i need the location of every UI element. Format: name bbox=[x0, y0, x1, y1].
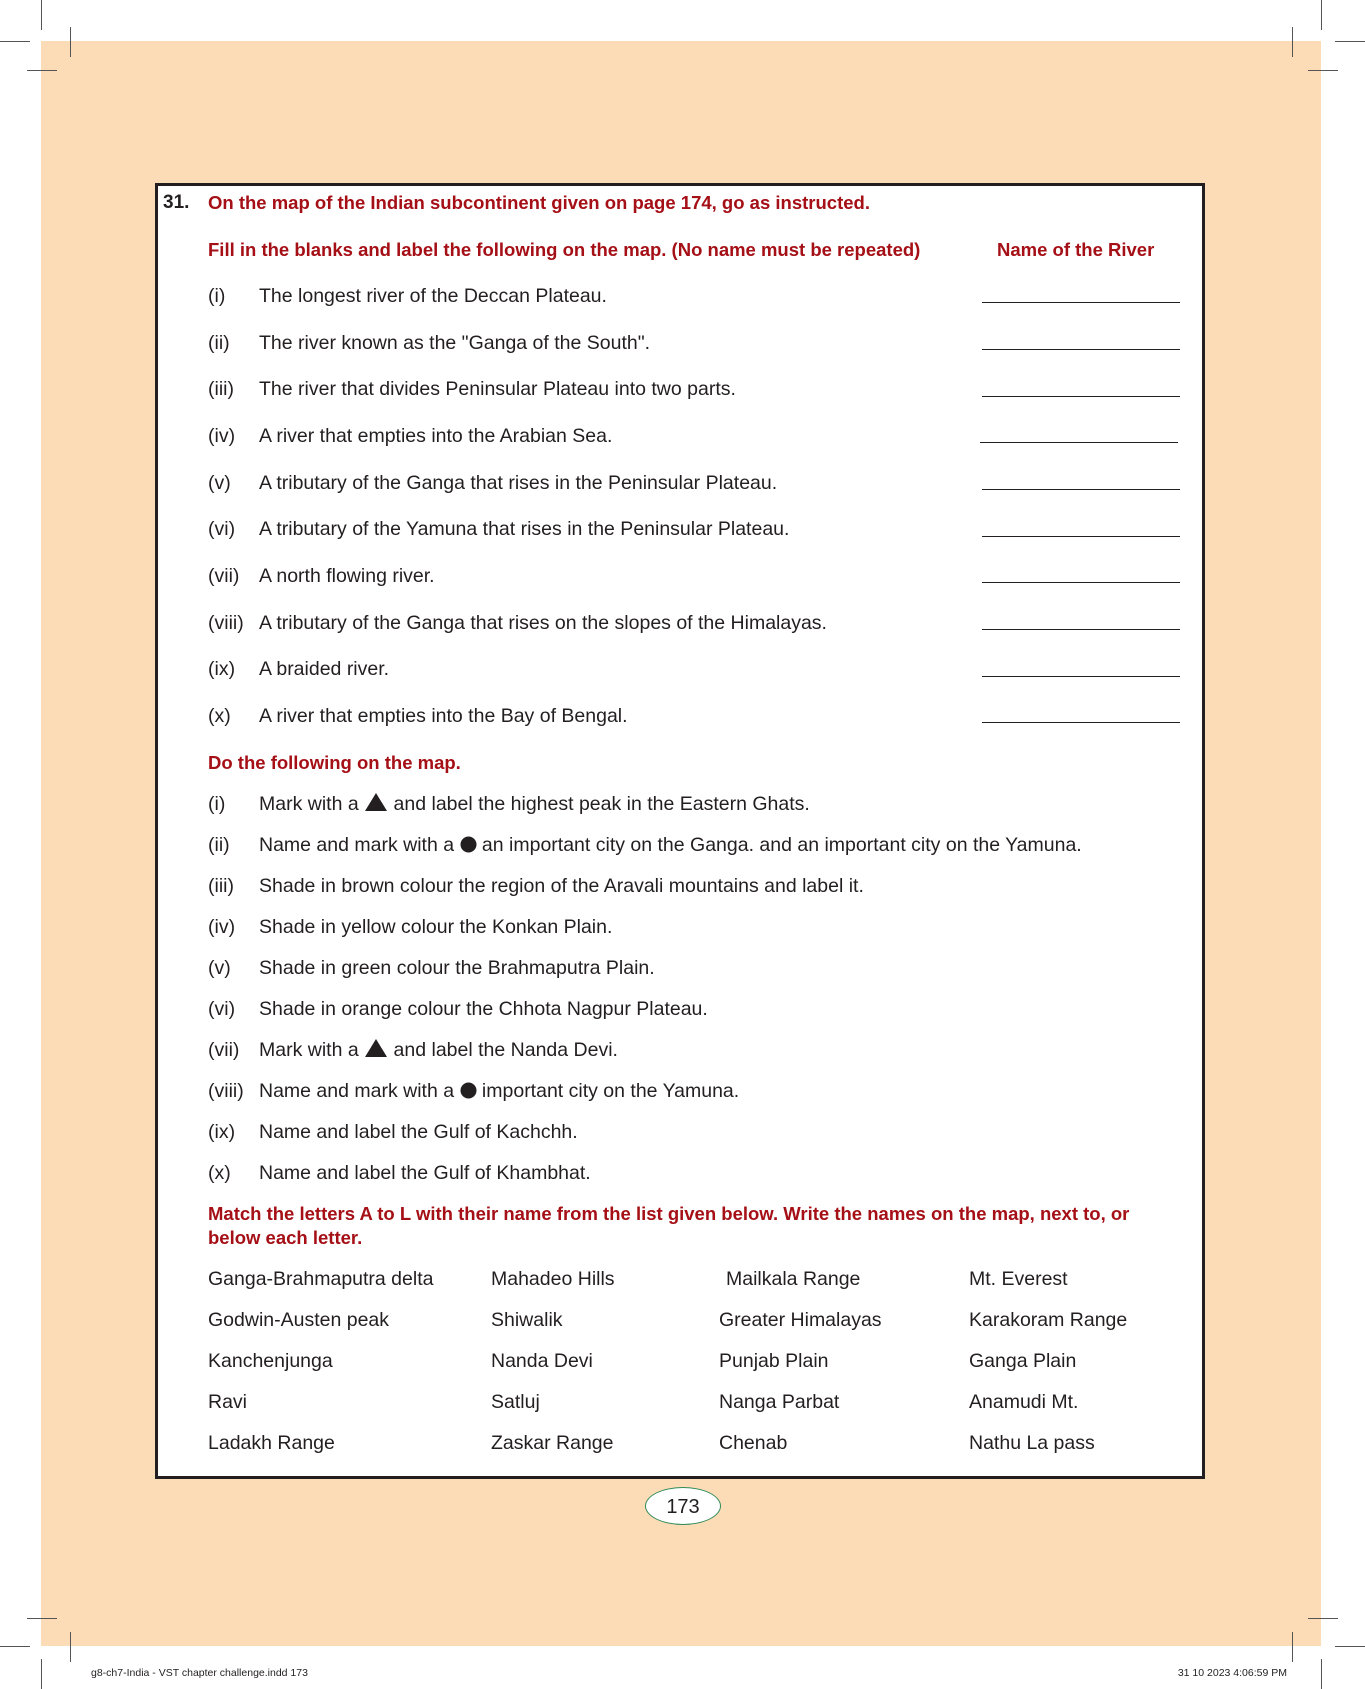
item-text: Shade in yellow colour the Konkan Plain. bbox=[259, 916, 613, 938]
item-text-pre: Mark with a bbox=[259, 1039, 359, 1061]
item-text-post: and label the Nanda Devi. bbox=[393, 1039, 618, 1061]
section-a-heading: Fill in the blanks and label the following on the map. (No name must be repeated) bbox=[208, 239, 921, 260]
item-text: The river that divides Peninsular Plateau into two parts. bbox=[259, 378, 736, 400]
item-number: (x) bbox=[208, 705, 231, 727]
answer-blank[interactable] bbox=[982, 302, 1180, 303]
river-column-header: Name of the River bbox=[997, 239, 1155, 260]
answer-blank[interactable] bbox=[982, 536, 1180, 537]
item-text: The longest river of the Deccan Plateau. bbox=[259, 285, 607, 307]
crop-mark bbox=[1335, 1646, 1365, 1647]
crop-mark bbox=[1292, 27, 1293, 57]
match-item: Anamudi Mt. bbox=[969, 1391, 1079, 1413]
item-text: Shade in green colour the Brahmaputra Plain. bbox=[259, 957, 655, 979]
footer-timestamp: 31 10 2023 4:06:59 PM bbox=[1177, 1667, 1287, 1679]
item-text: A river that empties into the Arabian Sea. bbox=[259, 425, 613, 447]
answer-blank[interactable] bbox=[982, 582, 1180, 583]
item-number: (i) bbox=[208, 285, 226, 307]
item-text-pre: Name and mark with a bbox=[259, 834, 455, 856]
item-number: (ix) bbox=[208, 1121, 236, 1143]
match-item: Ganga Plain bbox=[969, 1350, 1077, 1372]
dot-icon bbox=[460, 1082, 477, 1099]
answer-blank[interactable] bbox=[982, 629, 1180, 630]
crop-mark bbox=[1292, 1632, 1293, 1662]
match-item: Mt. Everest bbox=[969, 1268, 1068, 1290]
match-item: Mailkala Range bbox=[726, 1268, 861, 1290]
dot-icon bbox=[460, 836, 477, 853]
item-text-post: an important city on the Ganga. and an important city on the Yamuna. bbox=[481, 834, 1082, 856]
triangle-icon bbox=[364, 792, 388, 812]
match-item: Zaskar Range bbox=[491, 1432, 614, 1454]
match-item: Chenab bbox=[719, 1432, 788, 1454]
item-text bbox=[259, 1079, 739, 1103]
match-item: Shiwalik bbox=[491, 1309, 563, 1331]
match-item: Greater Himalayas bbox=[719, 1309, 882, 1331]
match-item: Ladakh Range bbox=[208, 1432, 335, 1454]
triangle-icon bbox=[364, 1038, 388, 1058]
answer-blank[interactable] bbox=[982, 349, 1180, 350]
answer-blank[interactable] bbox=[982, 396, 1180, 397]
match-item: Mahadeo Hills bbox=[491, 1268, 615, 1290]
question-number: 31. bbox=[163, 192, 190, 213]
item-text: A tributary of the Ganga that rises in the Peninsular Plateau. bbox=[259, 472, 778, 494]
crop-mark bbox=[41, 1659, 42, 1689]
match-item: Punjab Plain bbox=[719, 1350, 829, 1372]
item-number: (viii) bbox=[208, 612, 244, 634]
section-b-heading: Do the following on the map. bbox=[208, 752, 461, 773]
crop-mark bbox=[1335, 41, 1365, 42]
item-text-pre: Mark with a bbox=[259, 793, 359, 815]
section-c-heading-continued: below each letter. bbox=[208, 1227, 363, 1248]
item-number: (x) bbox=[208, 1162, 231, 1184]
item-number: (vi) bbox=[208, 998, 236, 1020]
item-text bbox=[259, 792, 810, 816]
item-number: (iv) bbox=[208, 425, 236, 447]
item-number: (i) bbox=[208, 793, 226, 815]
answer-blank[interactable] bbox=[982, 722, 1180, 723]
item-text-pre: Name and mark with a bbox=[259, 1080, 455, 1102]
item-number: (vii) bbox=[208, 1039, 240, 1061]
item-number: (iv) bbox=[208, 916, 236, 938]
item-number: (vii) bbox=[208, 565, 240, 587]
item-text-post: important city on the Yamuna. bbox=[481, 1080, 740, 1102]
item-text: The river known as the "Ganga of the South". bbox=[259, 332, 651, 354]
item-number: (v) bbox=[208, 957, 231, 979]
question-instruction: On the map of the Indian subcontinent given on page 174, go as instructed. bbox=[208, 192, 870, 213]
answer-blank[interactable] bbox=[980, 442, 1178, 443]
item-number: (ix) bbox=[208, 658, 236, 680]
item-number: (iii) bbox=[208, 378, 234, 400]
item-number: (viii) bbox=[208, 1080, 244, 1102]
item-number: (ii) bbox=[208, 332, 230, 354]
crop-mark bbox=[0, 41, 30, 42]
crop-mark bbox=[27, 70, 57, 71]
match-item: Ganga-Brahmaputra delta bbox=[208, 1268, 434, 1290]
crop-mark bbox=[70, 27, 71, 57]
item-number: (v) bbox=[208, 472, 231, 494]
crop-mark bbox=[70, 1632, 71, 1662]
crop-mark bbox=[0, 1646, 30, 1647]
section-c-heading: Match the letters A to L with their name from the list given below. Write the names on the map, next to, or bbox=[208, 1203, 1130, 1224]
crop-mark bbox=[1321, 0, 1322, 30]
item-text: Name and label the Gulf of Khambhat. bbox=[259, 1162, 591, 1184]
item-number: (vi) bbox=[208, 518, 236, 540]
item-number: (iii) bbox=[208, 875, 234, 897]
match-item: Godwin-Austen peak bbox=[208, 1309, 390, 1331]
item-text: Shade in orange colour the Chhota Nagpur Plateau. bbox=[259, 998, 708, 1020]
item-text bbox=[259, 833, 1082, 857]
match-item: Ravi bbox=[208, 1391, 248, 1413]
match-item: Kanchenjunga bbox=[208, 1350, 333, 1372]
item-text: Name and label the Gulf of Kachchh. bbox=[259, 1121, 578, 1143]
crop-mark bbox=[41, 0, 42, 30]
answer-blank[interactable] bbox=[982, 489, 1180, 490]
item-text: A river that empties into the Bay of Bengal. bbox=[259, 705, 628, 727]
item-text: Shade in brown colour the region of the Aravali mountains and label it. bbox=[259, 875, 864, 897]
match-item: Karakoram Range bbox=[969, 1309, 1128, 1331]
item-text: A braided river. bbox=[259, 658, 390, 680]
item-text-post: and label the highest peak in the Eastern Ghats. bbox=[393, 793, 810, 815]
crop-mark bbox=[1308, 70, 1338, 71]
match-item: Nanda Devi bbox=[491, 1350, 593, 1372]
match-item: Nanga Parbat bbox=[719, 1391, 840, 1413]
item-text: A north flowing river. bbox=[259, 565, 435, 587]
match-item: Satluj bbox=[491, 1391, 540, 1413]
answer-blank[interactable] bbox=[982, 676, 1180, 677]
crop-mark bbox=[1321, 1659, 1322, 1689]
crop-mark bbox=[27, 1618, 57, 1619]
match-item: Nathu La pass bbox=[969, 1432, 1095, 1454]
crop-mark bbox=[1308, 1618, 1338, 1619]
item-number: (ii) bbox=[208, 834, 230, 856]
footer-file-info: g8-ch7-India - VST chapter challenge.indd 173 bbox=[91, 1667, 308, 1679]
page-number: 173 bbox=[645, 1487, 721, 1525]
item-text bbox=[259, 1038, 618, 1062]
item-text: A tributary of the Ganga that rises on the slopes of the Himalayas. bbox=[259, 612, 827, 634]
item-text: A tributary of the Yamuna that rises in the Peninsular Plateau. bbox=[259, 518, 790, 540]
